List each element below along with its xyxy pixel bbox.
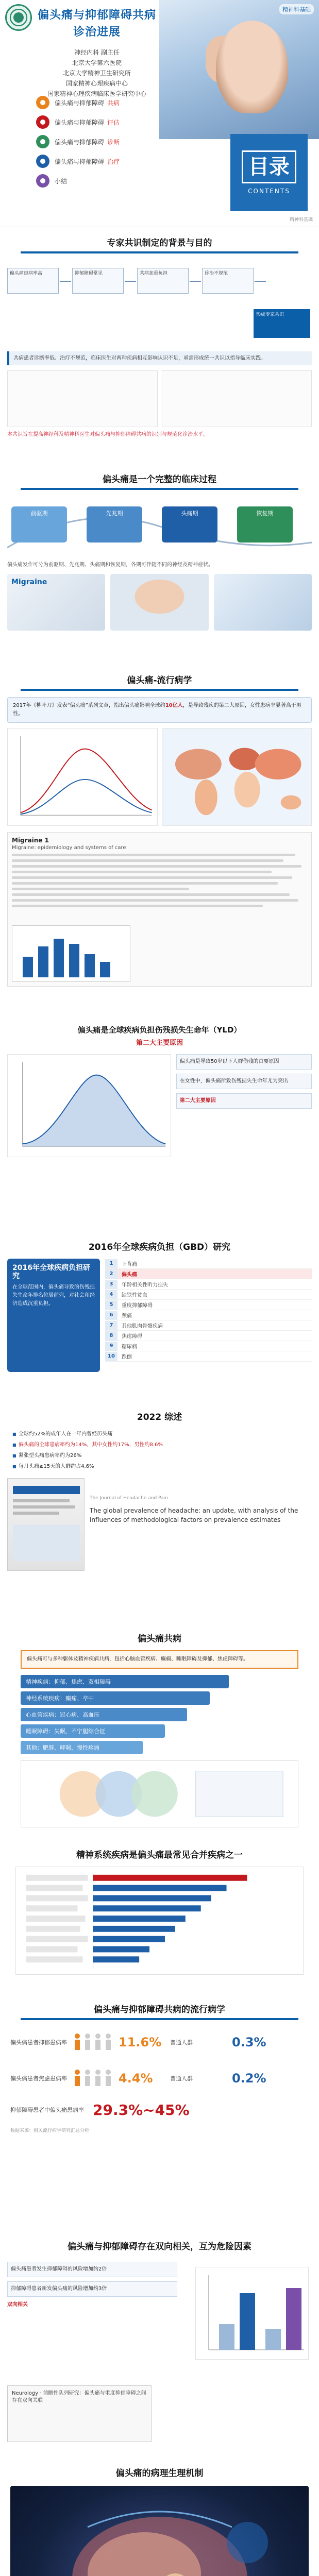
migraine-label: Migraine — [11, 578, 47, 586]
brain-illustration — [10, 2486, 309, 2576]
rank-label: 缺铁性贫血 — [122, 1293, 147, 1298]
rank-number: 4 — [105, 1290, 117, 1299]
watermark: 精神科基础 — [289, 217, 313, 223]
section-title: 偏头痛与抑郁障碍存在双向相关，互为危险因素 — [68, 2242, 251, 2252]
section-yld — [0, 1015, 319, 1231]
section-subtitle: 第二大主要原因 — [136, 1039, 183, 1047]
section-epidemiology — [0, 665, 319, 1015]
bullet-circle-icon — [36, 96, 49, 109]
panel-right — [162, 370, 312, 427]
journal-name: The Journal of Headache and Pain — [90, 1496, 168, 1501]
paper-title: Migraine 1 — [12, 837, 49, 844]
toc-item[interactable] — [36, 171, 170, 191]
stat-percent: 4.4% — [119, 2071, 153, 2086]
stat-wide — [10, 2102, 309, 2119]
section-title: 偏头痛与抑郁障碍共病的流行病学 — [94, 2005, 225, 2015]
risk-bar-chart — [195, 2267, 309, 2360]
diagram-photo — [214, 574, 312, 631]
section-background — [0, 227, 319, 464]
fact-box-red: 第二大主要原因 — [176, 1093, 312, 1109]
brain-svg — [10, 2486, 309, 2576]
rank-row — [105, 1310, 312, 1320]
caption-text: 偏头痛发作可分为前驱期、先兆期、头痛期和恢复期，各期可伴随不同的神经及精神症状。 — [7, 562, 213, 568]
section-title — [0, 1015, 319, 1035]
flow-diagram — [7, 263, 312, 345]
ranking-list — [105, 1259, 312, 1372]
stat-percent-range: 29.3%~45% — [93, 2102, 190, 2119]
rank-label: 年龄相关性听力损失 — [122, 1282, 168, 1288]
section-mutual-risk — [0, 2231, 319, 2458]
rank-number: 3 — [105, 1280, 117, 1289]
yld-grid — [7, 1054, 312, 1157]
section-comorbidity — [0, 1623, 319, 1839]
comorbidity-item: 其他：肥胖、哮喘、慢性疼痛 — [21, 1741, 143, 1754]
migraine-photo — [7, 574, 105, 631]
prevalence-curve-chart — [7, 728, 158, 826]
section-title: 2016年全球疾病负担（GBD）研究 — [88, 1242, 231, 1252]
photo-strip — [7, 574, 312, 631]
rank-number: 7 — [105, 1321, 117, 1330]
cover-photo — [159, 0, 319, 139]
section-gbd — [0, 1231, 319, 1401]
publication — [7, 1478, 312, 1571]
section-2022-review — [0, 1401, 319, 1623]
rank-label: 跌倒 — [122, 1354, 132, 1360]
section-title: 偏头痛是一个完整的临床过程 — [103, 474, 216, 485]
orange-info-box: 偏头痛可与多种躯体及精神疾病共病，包括心脑血管疾病、癫痫、睡眠障碍及抑郁、焦虑障碍等。 — [21, 1650, 298, 1669]
toc-tag: 共病 — [107, 99, 120, 107]
paper-excerpt — [7, 832, 312, 987]
comorbidity-figure-svg — [21, 1761, 298, 1827]
bullet-item: ■ 偏头痛的全球患病率约为14%，其中女性约17%，男性约8.6% — [12, 1440, 307, 1449]
bullet-circle-icon — [36, 174, 49, 188]
section-divider — [21, 689, 298, 691]
bullet-item: ■ 每月头痛≥15天的人群约占4.6% — [12, 1462, 307, 1471]
paper-figure-svg — [12, 926, 131, 982]
bullet-circle-icon — [36, 135, 49, 148]
brand-label: 精神科基础 — [279, 4, 314, 14]
stat-row — [10, 2064, 309, 2092]
toc-tag: 诊断 — [107, 138, 120, 146]
speaker-line: 国家精神心理疾病临床医学研究中心 — [47, 90, 146, 97]
title-part: 偏头痛是全球疾病负担 — [77, 1025, 155, 1035]
info-box — [7, 697, 312, 723]
bullet-circle-icon — [36, 115, 49, 129]
risk-text — [7, 2262, 177, 2309]
stat-label: 抑郁障碍患者中偏头痛患病率 — [10, 2107, 84, 2113]
paper-figure — [12, 925, 130, 982]
publication-abstract — [90, 1478, 312, 1571]
speaker-line: 北京大学第六医院 — [72, 59, 122, 66]
people-icon — [72, 2068, 119, 2089]
section-title: 精神系统疾病是偏头痛最常见合并疾病之一 — [76, 1850, 243, 1860]
cover-subtitle: 诊治进展 — [73, 26, 121, 39]
flow-box: 共病加重负担 — [137, 268, 189, 294]
speaker-line: 北京大学精神卫生研究所 — [62, 70, 131, 77]
fact-box: 在女性中，偏头痛所致伤残损失生命年尤为突出 — [176, 1074, 312, 1089]
flow-box: 诊治不规范 — [202, 268, 254, 294]
paper-text-lines — [12, 854, 307, 907]
panel-left — [7, 370, 158, 427]
title-part: 伤残损失生命年（YLD） — [155, 1025, 242, 1035]
head-illustration — [216, 21, 288, 113]
comorbidity-item: 神经系统疾病：癫痫、卒中 — [21, 1691, 210, 1705]
section-title: 专家共识制定的背景与目的 — [107, 238, 212, 248]
yld-curve-svg — [8, 1055, 171, 1157]
fact-box: 偏头痛是导致50岁以下人群伤残的首要原因 — [176, 1054, 312, 1070]
risk-block: 偏头痛患者发生抑郁障碍的风险增加约2倍 — [7, 2262, 177, 2277]
publication-title: The global prevalence of headache: an update, with analysis of the influences of methodological factors on prevalence estimates — [90, 1507, 298, 1523]
bullet-item: ■ 紧张型头痛患病率约为26% — [12, 1451, 307, 1460]
people-icon-svg — [72, 2068, 119, 2089]
speaker-info — [35, 47, 159, 99]
flow-box: 偏头痛患病率高 — [7, 268, 59, 294]
toc-tag: 评估 — [107, 118, 120, 126]
arrow-right-icon — [60, 281, 71, 282]
chart-pair — [7, 728, 312, 826]
footnote: 数据来源：相关流行病学研究汇总分析 — [10, 2128, 90, 2133]
cover-title-block — [35, 6, 159, 99]
rank-label: 重度抑郁障碍 — [122, 1303, 153, 1309]
toc-item[interactable] — [36, 112, 170, 132]
toc-label: 偏头痛与抑郁障碍 — [55, 118, 105, 126]
risk-highlight: 双向相关 — [7, 2302, 28, 2308]
info-text: ，是导致残疾的第二大原因，女性患病率显著高于男性。 — [13, 703, 301, 717]
two-column-panels — [7, 370, 312, 427]
stat-label: 偏头痛患者焦虑患病率 — [10, 2075, 67, 2082]
toc-item[interactable] — [36, 132, 170, 151]
speaker-line: 国家精神心理疾病中心 — [65, 80, 128, 87]
rank-row — [105, 1300, 312, 1310]
stat-label: 普通人群 — [170, 2075, 193, 2082]
speaker-line: 神经内科 副主任 — [74, 49, 120, 56]
journal-cover-svg — [8, 1479, 85, 1571]
section-pathophysiology — [0, 2458, 319, 2576]
rank-row — [105, 1279, 312, 1290]
contents-title: 目录 — [242, 150, 296, 183]
rank-number: 6 — [105, 1311, 117, 1320]
section-psych-comorbidity — [0, 1839, 319, 1994]
rank-number: 8 — [105, 1331, 117, 1341]
rank-number: 1 — [105, 1259, 117, 1268]
rank-label: 糖尿病 — [122, 1344, 137, 1350]
section-title: 2022 综述 — [137, 1412, 182, 1422]
section-title: 偏头痛共病 — [138, 1634, 181, 1644]
rank-number: 2 — [105, 1269, 117, 1279]
paper-subtitle: Migraine: epidemiology and systems of care — [12, 845, 126, 851]
toc-item[interactable] — [36, 93, 170, 112]
rank-row-highlight — [105, 1269, 312, 1279]
toc-item[interactable] — [36, 151, 170, 171]
comorbidity-item: 睡眠障碍：失眠、不宁腿综合征 — [21, 1724, 165, 1738]
gbd-card-title: 2016年全球疾病负担研究 — [12, 1264, 90, 1280]
risk-bar-svg — [196, 2267, 309, 2360]
red-note: 本共识旨在提高神经科及精神科医生对偏头痛与抑郁障碍共病的识别与规范化诊治水平。 — [7, 432, 208, 437]
info-highlight: 10亿人 — [165, 703, 183, 708]
section-title: 偏头痛的病理生理机制 — [115, 2468, 204, 2479]
arrow-right-icon — [255, 281, 266, 282]
rank-row — [105, 1351, 312, 1362]
yld-age-curve — [7, 1054, 171, 1157]
people-icon-svg — [72, 2032, 119, 2053]
toc-label: 偏头痛与抑郁障碍 — [55, 99, 105, 107]
section-divider — [21, 2018, 298, 2020]
flow-box-final: 形成专家共识 — [254, 309, 310, 338]
section-clinical-process — [0, 464, 319, 665]
curve-svg — [8, 728, 157, 825]
rank-number: 5 — [105, 1300, 117, 1310]
contents-box — [230, 134, 308, 211]
comorbidity-bar-svg — [16, 1867, 303, 1974]
rank-label: 颈痛 — [122, 1313, 132, 1319]
stage-card: 恢复期 — [237, 506, 293, 543]
risk-block: 抑郁障碍患者新发偏头痛的风险增加约3倍 — [7, 2281, 177, 2297]
stat-percent: 11.6% — [119, 2035, 162, 2049]
stat-row — [10, 2028, 309, 2056]
bullet-list — [12, 1430, 307, 1471]
comorbidity-bar-chart — [15, 1867, 304, 1975]
rank-row — [105, 1259, 312, 1269]
cover-section — [0, 0, 319, 227]
comorbidity-item: 心血管疾病：冠心病、高血压 — [21, 1708, 187, 1721]
gbd-card-text: 在全球范围内，偏头痛导致的伤残损失生命年排名位居前列，对社会和经济造成沉重负担。 — [12, 1284, 95, 1307]
stat-label: 偏头痛患者抑郁患病率 — [10, 2039, 67, 2046]
stat-percent: 0.2% — [232, 2071, 266, 2086]
map-svg — [162, 728, 312, 825]
section-divider — [21, 251, 298, 253]
rank-row — [105, 1320, 312, 1331]
stage-card: 头痛期 — [162, 506, 217, 543]
section-comorbidity-epidemiology — [0, 1994, 319, 2231]
cover-title: 偏头痛与抑郁障碍共病 — [37, 9, 156, 22]
stat-label: 普通人群 — [170, 2039, 193, 2046]
rank-label: 偏头痛 — [122, 1272, 137, 1278]
section-title: 偏头痛-流行病学 — [127, 675, 192, 686]
journal-excerpt: Neurology · 前瞻性队列研究：偏头痛与重度抑郁障碍之间存在双向关联 — [7, 2385, 152, 2442]
toc-label: 偏头痛与抑郁障碍 — [55, 138, 105, 146]
table-of-contents — [36, 93, 170, 191]
rank-number: 10 — [105, 1352, 117, 1361]
rank-label: 其他肌肉骨骼疾病 — [122, 1324, 163, 1329]
people-icon — [72, 2032, 119, 2053]
bullet-circle-icon — [36, 155, 49, 168]
rank-row — [105, 1341, 312, 1351]
rank-label: 下背痛 — [122, 1262, 137, 1267]
toc-label: 小结 — [55, 177, 68, 185]
rank-label: 焦虑障碍 — [122, 1334, 142, 1340]
arrow-right-icon — [125, 281, 136, 282]
section-divider — [21, 488, 298, 490]
yld-facts — [176, 1054, 312, 1157]
hospital-logo-icon — [5, 4, 32, 31]
gbd-card — [7, 1259, 100, 1372]
arrow-right-icon — [190, 281, 201, 282]
face-photo — [110, 574, 208, 631]
stage-band — [7, 496, 312, 558]
toc-label: 偏头痛与抑郁障碍 — [55, 158, 105, 165]
toc-tag: 治疗 — [107, 158, 120, 165]
info-text: 2017年《柳叶刀》发表“偏头痛”系列文章，指出偏头痛影响全球约 — [13, 703, 165, 708]
note-bar: 共病患者诊断率低、治疗不规范，临床医生对两种疾病相互影响认识不足，亟需形成统一共识以指导临床实践。 — [7, 351, 312, 365]
contents-title-en: CONTENTS — [248, 188, 290, 195]
stat-percent: 0.3% — [232, 2035, 266, 2049]
stage-card: 前驱期 — [11, 506, 67, 543]
world-map — [162, 728, 312, 826]
flow-box: 抑郁障碍常见 — [72, 268, 124, 294]
comorbidity-item: 精神疾病：抑郁、焦虑、双相障碍 — [21, 1675, 229, 1688]
comorbidity-figure — [21, 1760, 298, 1827]
rank-row — [105, 1331, 312, 1341]
rank-number: 9 — [105, 1342, 117, 1351]
gbd-content — [7, 1259, 312, 1372]
rank-row — [105, 1290, 312, 1300]
comorbidity-list — [21, 1675, 298, 1754]
stage-card: 先兆期 — [87, 506, 142, 543]
bullet-item: ■ 全球约52%的成年人在一年内曾经历头痛 — [12, 1430, 307, 1438]
journal-cover — [7, 1478, 85, 1571]
